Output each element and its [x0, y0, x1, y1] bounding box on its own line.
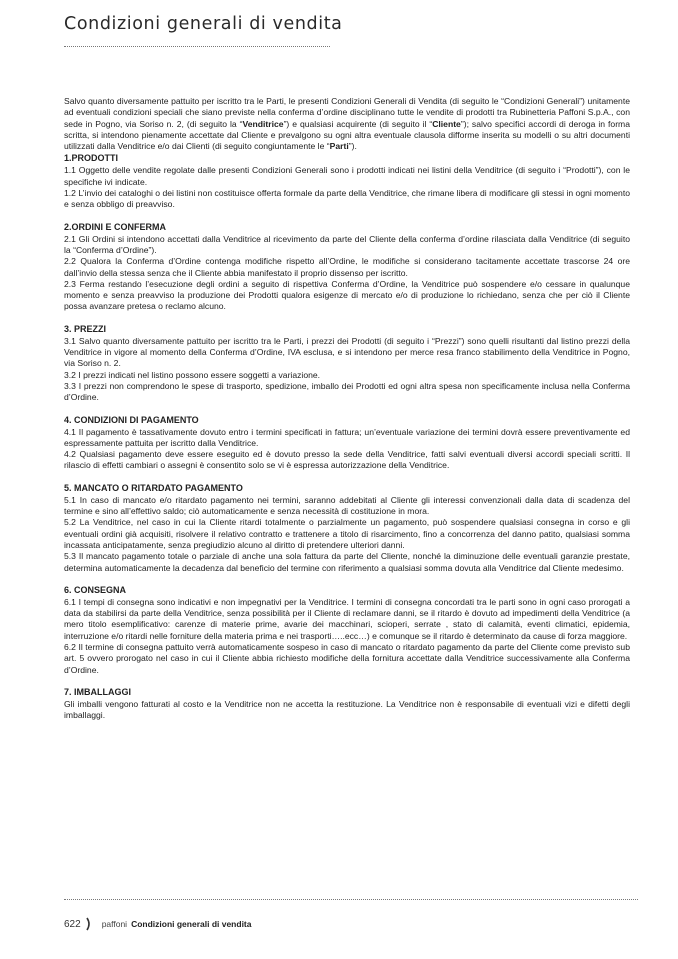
section-prezzi	[64, 323, 630, 404]
intro-term-cliente: Cliente	[432, 118, 461, 129]
page-title: Condizioni generali di vendita	[64, 14, 343, 34]
section-prodotti	[64, 152, 630, 210]
footer-title: Condizioni generali di vendita	[131, 919, 252, 929]
footer-divider	[64, 899, 638, 900]
section-mancato-o-ritardato-pagamento	[64, 482, 630, 574]
clause-7: Gli imballi vengono fatturati al costo e la Venditrice non ne accetta la restituzione. La Venditrice non è responsabile di eventuali vizi e difetti degli imballaggi.	[64, 698, 630, 721]
intro-text-2: ”) e qualsiasi acquirente (di seguito il “	[283, 118, 433, 129]
clause-5-3: 5.3 Il mancato pagamento totale o parziale di anche una sola fattura da parte del Cliente, nonché la diminuzione delle eventuali garanzie prestate, determina automaticamente la decadenza dal beneficio del termine con riferimento a qualsiasi somma dovuta alla Venditrice dal Cliente medesimo.	[64, 551, 630, 573]
page-number: 622	[64, 918, 81, 930]
clause-6-2: 6.2 Il termine di consegna pattuito verrà automaticamente sospeso in caso di mancato o ritardato pagamento da parte del Cliente come previsto sub art. 5 ovvero prorogato nel caso in cui il Cliente abbia richiesto modifiche della fornitura accettate dalla Venditrice successivamente alla Conferma d’Ordine.	[64, 641, 630, 675]
clause-2-3: 2.3 Ferma restando l’esecuzione degli ordini a seguito di rispettiva Conferma d’Ordine, la Venditrice può sospendere e/o cessare in qualunque momento e senza preavviso la produzione dei Prodotti qualora esigenze di mercato e/o di produzione lo richiedano, senza che per ciò il Cliente possa avanzare pretesa o reclamo alcuno.	[64, 278, 630, 312]
intro-paragraph	[64, 96, 630, 152]
section-heading: 3. PREZZI	[64, 323, 107, 334]
clause-6-1: 6.1 I tempi di consegna sono indicativi e non impegnativi per la Venditrice. I termini di consegna concordati tra le parti sono in ogni caso prorogati a data da stabilirsi da parte della Venditrice, senza possibilità per il Cliente di reclamare danni, se il ritardo è dovuto ad impedimenti della Venditrice (a mero titolo esemplificativo: carenze di materie prime, avarie dei macchinari, scioperi, serrate , stato di calamità, eventi climatici, epidemia, interruzione e/o ritardi nelle forniture della materia prima e nei trasporti…..ecc…) e comunque se il ritardo è determinato da cause di forza maggiore.	[64, 596, 630, 641]
clause-3-2: 3.2 I prezzi indicati nel listino possono essere soggetti a variazione.	[64, 369, 321, 380]
section-imballaggi	[64, 686, 630, 722]
title-divider	[64, 46, 330, 47]
intro-text-3: ”); salvo specifici accordi di deroga in forma scritta, si intendono pienamente accettate dal Cliente e prevalgono su ogni altra eventuale clausola difforme inserita su modelli o su altri documenti utilizzati dalla Venditrice e/o dai Clienti (di seguito congiuntamente le “	[64, 118, 630, 152]
clause-2-1: 2.1 Gli Ordini si intendono accettati dalla Venditrice al ricevimento da parte del Cliente della conferma d’ordine rilasciata dalla Venditrice (di seguito la “Conferma d’Ordine”).	[64, 233, 630, 255]
section-heading: 7. IMBALLAGGI	[64, 686, 131, 697]
clause-4-2: 4.2 Qualsiasi pagamento deve essere eseguito ed è dovuto presso la sede della Venditrice, fatti salvi eventuali diversi accordi speciali scritti. Il rilascio di effetti cambiari o assegni è consentito solo se vi è espressa autorizzazione della Venditrice.	[64, 449, 630, 471]
clause-3-3: 3.3 I prezzi non comprendono le spese di trasporto, spedizione, imballo dei Prodotti ed ogni altra spesa non specificamente inclusa nella Conferma d’Ordine.	[64, 380, 630, 403]
page-footer	[64, 914, 252, 934]
brand-name: paffoni	[101, 919, 128, 929]
section-heading: 4. CONDIZIONI DI PAGAMENTO	[64, 414, 199, 425]
clause-1-1: 1.1 Oggetto delle vendite regolate dalle presenti Condizioni Generali sono i prodotti indicati nei listini della Venditrice (di seguito i “Prodotti”), con le specifiche ivi indicate.	[64, 165, 630, 187]
clause-1-2: 1.2 L’invio dei cataloghi o dei listini non costituisce offerta formale da parte della Venditrice, che rimane libera di modificare gli stessi in ogni momento e senza obbligo di preavviso.	[64, 188, 630, 210]
intro-text-1: Salvo quanto diversamente pattuito per iscritto tra le Parti, le presenti Condizioni Generali di Vendita (di seguito le “Condizioni Generali”) unitamente ad eventuali condizioni speciali che siano previste nella conferma d’ordine disciplinano tutte le vendite di prodotti tra Rubinetteria Paffoni S.p.A., con sede in Pogno, via Soriso n. 2, (di seguito la “	[64, 96, 630, 129]
clause-4-1: 4.1 Il pagamento è tassativamente dovuto entro i termini specificati in fattura; un’eventuale variazione dei termini dovrà essere preventivamente ed espressamente pattuita per iscritto dalla Venditrice.	[64, 426, 630, 448]
section-condizioni-di-pagamento	[64, 414, 630, 472]
section-heading: 6. CONSEGNA	[64, 584, 127, 595]
clause-5-2: 5.2 La Venditrice, nel caso in cui la Cliente ritardi totalmente o parzialmente un pagamento, può sospendere qualsiasi consegna in corso e gli eventuali ordini già acquisiti, risolvere il relativo contratto e trattenere a titolo di risarcimento, fino a concorrenza del danno patito, qualsiasi somma incassata anticipatamente, senza pregiudizio alcuno al diritto di pretendere ulteriori danni.	[64, 517, 630, 550]
intro-term-parti: Parti	[329, 141, 349, 152]
document-body	[64, 96, 630, 731]
clause-2-2: 2.2 Qualora la Conferma d’Ordine contenga modifiche rispetto all’Ordine, le modifiche si considerano tacitamente accettate trascorse 24 ore dall’invio della stessa senza che il Cliente abbia manifestato il proprio dissenso per iscritto.	[64, 256, 630, 278]
clause-3-1: 3.1 Salvo quanto diversamente pattuito per iscritto tra le Parti, i prezzi dei Prodotti (di seguito i “Prezzi”) sono quelli risultanti dal listino prezzi della Venditrice in vigore al momento della Conferma d’Ordine, IVA esclusa, e si intendono per merce resa franco stabilimento della Venditrice in Pogno, via Soriso n. 2.	[64, 335, 630, 369]
intro-term-venditrice: Venditrice	[242, 118, 284, 129]
intro-text-4: ”).	[348, 141, 357, 152]
section-heading: 1.PRODOTTI	[64, 153, 119, 164]
section-ordini-e-conferma	[64, 221, 630, 313]
bracket-mark-icon	[86, 917, 92, 931]
section-consegna	[64, 584, 630, 676]
section-heading: 5. MANCATO O RITARDATO PAGAMENTO	[64, 482, 243, 493]
clause-5-1: 5.1 In caso di mancato e/o ritardato pagamento nei termini, saranno addebitati al Cliente gli interessi convenzionali dalla data di scadenza del termine e sino all’effettivo saldo; ciò automaticamente e senza necessità di costituzione in mora.	[64, 494, 630, 517]
section-heading: 2.ORDINI E CONFERMA	[64, 221, 167, 232]
